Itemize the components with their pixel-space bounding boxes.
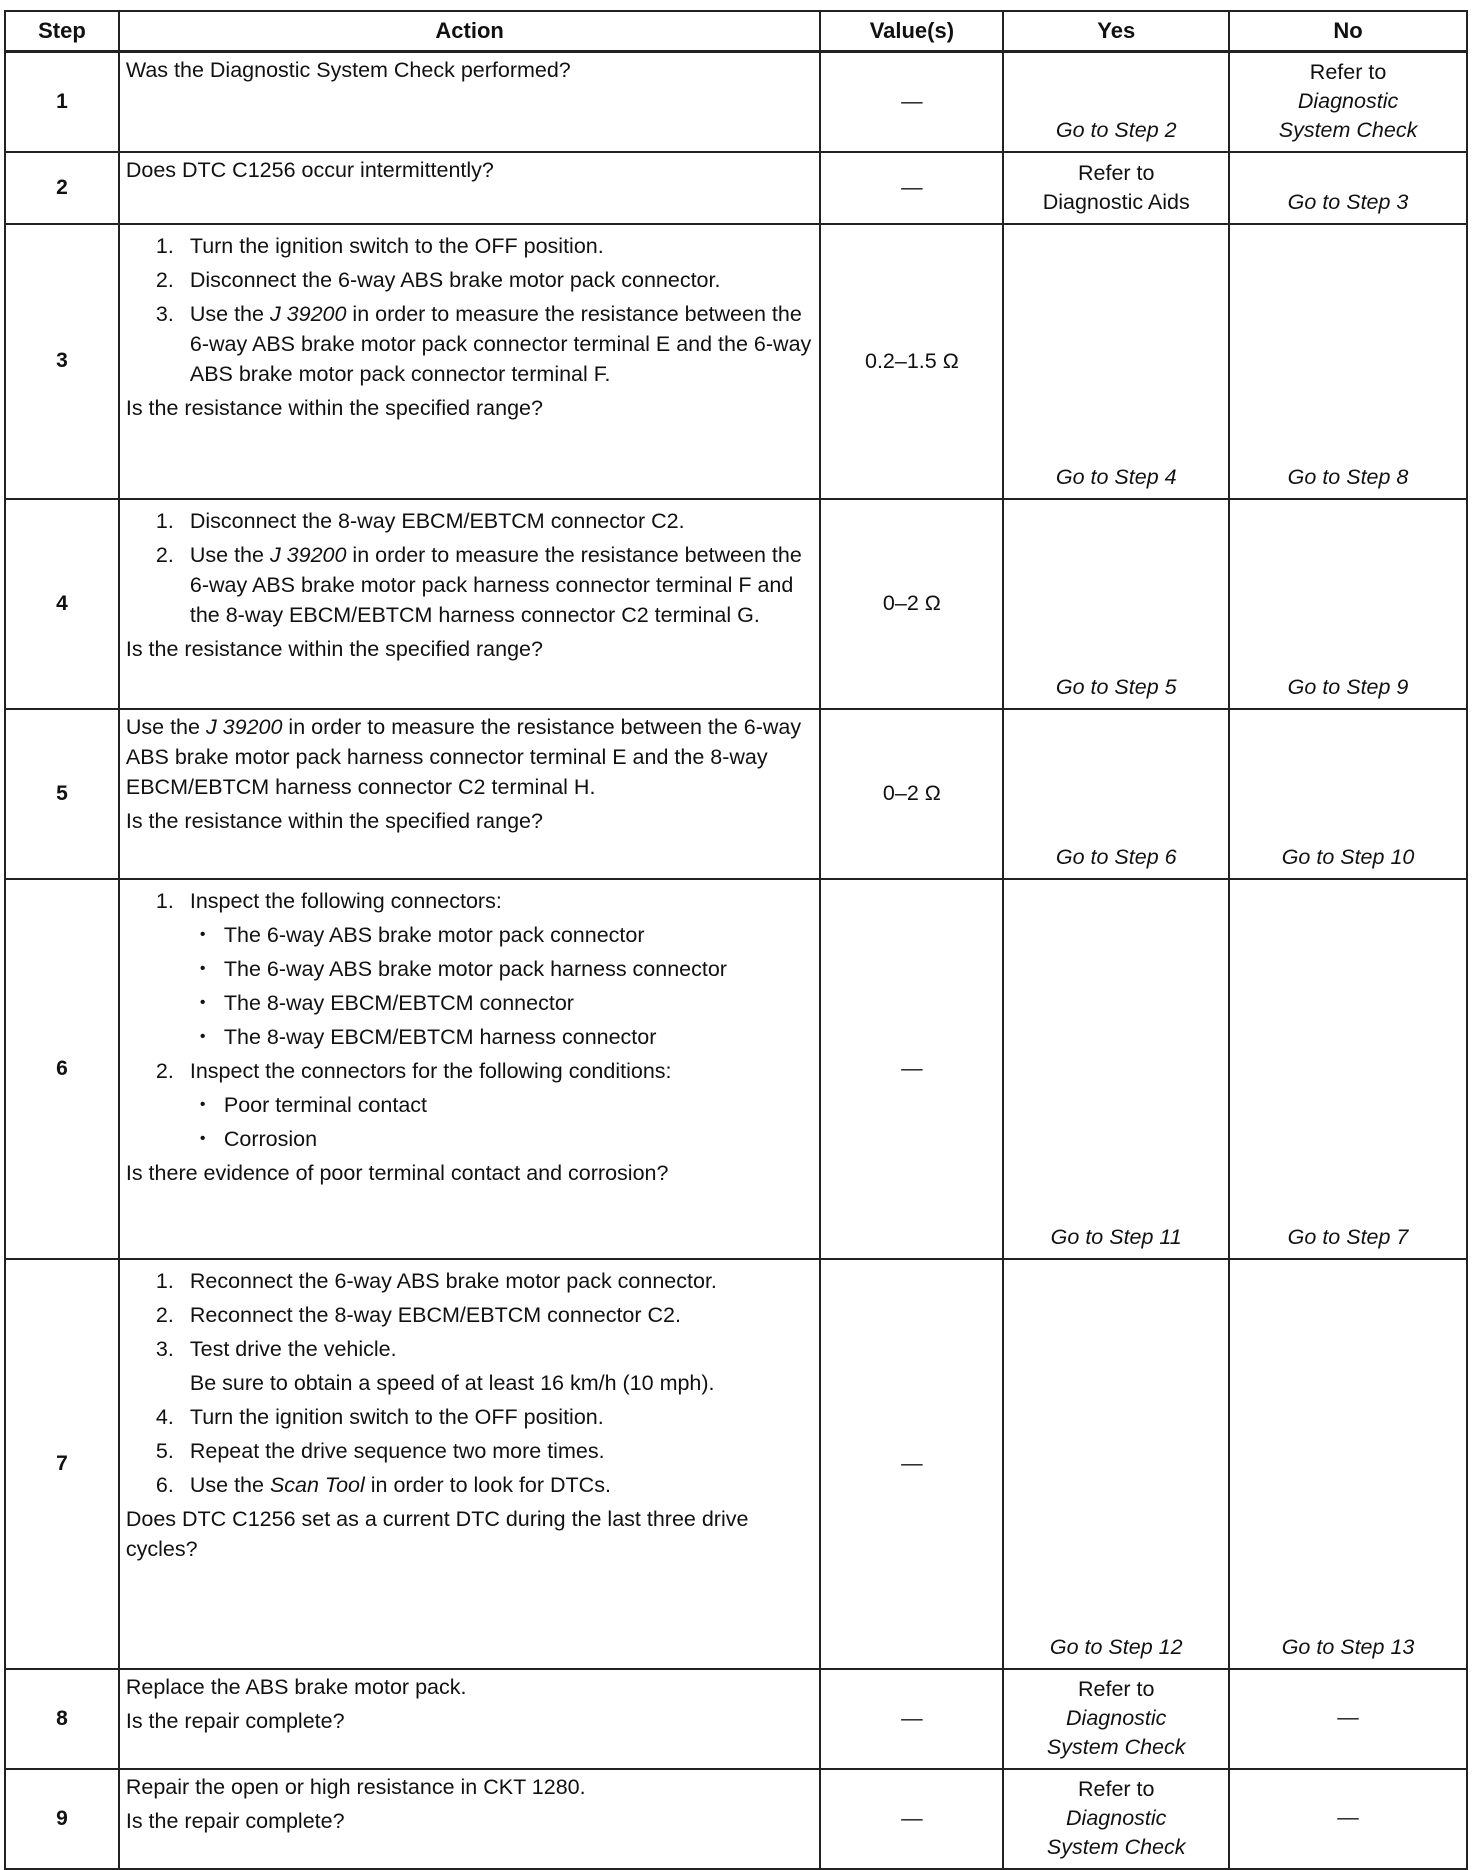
action-step: 1. Reconnect the 6-way ABS brake motor pack connector. [155, 1268, 717, 1293]
no-cell: Go to Step 13 [1229, 1259, 1467, 1669]
yes-cell [1003, 152, 1229, 224]
action-cell [119, 499, 821, 709]
action-text-part: Use the [125, 714, 206, 739]
table-row [5, 1669, 1467, 1769]
action-step-text: Turn the ignition switch to the OFF position. [189, 233, 604, 258]
action-steps [126, 886, 814, 1154]
action-step-text: Inspect the connectors for the following conditions: [189, 1058, 672, 1083]
action-step: 2. Disconnect the 6-way ABS brake motor pack connector. [155, 267, 721, 292]
action-step-text: Test drive the vehicle. [189, 1336, 397, 1361]
yes-cell [1003, 1669, 1229, 1769]
yes-cell: Go to Step 12 [1003, 1259, 1229, 1669]
action-step: 4. Turn the ignition switch to the OFF position. [155, 1404, 604, 1429]
action-step: 3. Test drive the vehicle. [155, 1336, 397, 1361]
action-cell [119, 152, 821, 224]
yes-line: System Check [1046, 1734, 1186, 1759]
no-cell: Go to Step 7 [1229, 879, 1467, 1259]
step-number: 4 [5, 499, 119, 709]
action-step-text: in order to measure the resistance between the 6-way ABS brake motor pack connector terminal E and the 6-way ABS brake motor pack connector terminal F. [189, 301, 812, 386]
no-line: Diagnostic [1297, 88, 1399, 113]
action-step-text: Reconnect the 6-way ABS brake motor pack connector. [189, 1268, 717, 1293]
action-step-text: in order to measure the resistance between the 6-way ABS brake motor pack harness connector terminal F and the 8-way EBCM/EBTCM harness connector C2 terminal G. [189, 542, 802, 627]
table-row [5, 1259, 1467, 1669]
action-question: Is the repair complete? [125, 1808, 345, 1833]
table-row [5, 1769, 1467, 1869]
yes-line: Diagnostic [1066, 1705, 1167, 1730]
step-number: 1 [5, 52, 119, 152]
yes-line: Refer to [1077, 1776, 1155, 1801]
bullet-item: • The 6-way ABS brake motor pack harness connector [190, 954, 814, 984]
no-cell [1229, 52, 1467, 152]
table-row [5, 709, 1467, 879]
action-steps [126, 1266, 814, 1500]
table-row [5, 499, 1467, 709]
bullet-item: • The 8-way EBCM/EBTCM harness connector [190, 1022, 814, 1052]
action-step: 1. Disconnect the 8-way EBCM/EBTCM connector C2. [155, 508, 685, 533]
action-text: Was the Diagnostic System Check performed? [125, 58, 571, 82]
value-cell: 0–2 Ω [820, 499, 1003, 709]
step-number: 6 [5, 879, 119, 1259]
action-step: 5. Repeat the drive sequence two more times. [155, 1438, 605, 1463]
diagnostic-table [4, 10, 1468, 1870]
action-question: Is there evidence of poor terminal contact and corrosion? [125, 1160, 669, 1185]
no-cell: — [1229, 1669, 1467, 1769]
no-cell: Go to Step 8 [1229, 224, 1467, 499]
value-cell: 0–2 Ω [820, 709, 1003, 879]
value-cell: — [820, 1669, 1003, 1769]
action-cell [119, 709, 821, 879]
action-step-text: Reconnect the 8-way EBCM/EBTCM connector C2. [189, 1302, 681, 1327]
yes-cell: Go to Step 4 [1003, 224, 1229, 499]
value-cell: — [820, 52, 1003, 152]
no-cell: Go to Step 10 [1229, 709, 1467, 879]
action-cell [119, 1259, 821, 1669]
value-cell: — [820, 152, 1003, 224]
yes-cell: Go to Step 6 [1003, 709, 1229, 879]
action-text: Repair the open or high resistance in CKT 1280. [125, 1774, 586, 1799]
tool-name: J 39200 [205, 714, 283, 739]
no-line: Refer to [1309, 59, 1387, 84]
action-step-note: Be sure to obtain a speed of at least 16 km/h (10 mph). [189, 1370, 715, 1395]
tool-name: J 39200 [269, 542, 347, 567]
no-cell: Go to Step 9 [1229, 499, 1467, 709]
action-cell [119, 879, 821, 1259]
bullet-item: • The 8-way EBCM/EBTCM connector [190, 988, 814, 1018]
bullet-item: • Poor terminal contact [190, 1090, 814, 1120]
action-step: 1. Inspect the following connectors: • The 6-way ABS brake motor pack connector • The 6-way ABS brake motor pack harness connector • The 8-way EBCM/EBTCM connector • The 8-way EBCM/EBTCM harness connector [126, 886, 814, 1052]
step-number: 2 [5, 152, 119, 224]
action-cell [119, 1669, 821, 1769]
tool-name: Scan Tool [269, 1472, 365, 1497]
header-yes: Yes [1003, 11, 1229, 52]
table-row [5, 52, 1467, 152]
no-cell: Go to Step 3 [1229, 152, 1467, 224]
table-row [5, 879, 1467, 1259]
yes-line: Refer to [1077, 1676, 1155, 1701]
value-cell: — [820, 879, 1003, 1259]
action-text-part: in order to measure the resistance between the 6-way ABS brake motor pack harness connector terminal E and the 8-way EBCM/EBTCM harness connector C2 terminal H. [125, 714, 802, 799]
action-step-text: Inspect the following connectors: [189, 888, 502, 913]
action-question: Does DTC C1256 set as a current DTC during the last three drive cycles? [125, 1506, 749, 1561]
value-cell: — [820, 1769, 1003, 1869]
header-step: Step [5, 11, 119, 52]
action-cell [119, 1769, 821, 1869]
bullet-item: • The 6-way ABS brake motor pack connector [190, 920, 814, 950]
header-action: Action [119, 11, 821, 52]
action-text: Replace the ABS brake motor pack. [125, 1674, 467, 1699]
action-step: 6. Use the Scan Tool in order to look for DTCs. [155, 1472, 611, 1497]
action-step: 2. Reconnect the 8-way EBCM/EBTCM connector C2. [155, 1302, 681, 1327]
yes-line: Diagnostic Aids [1042, 189, 1190, 214]
table-row [5, 152, 1467, 224]
action-step: 3. Use the J 39200 in order to measure the resistance between the 6-way ABS brake motor pack connector terminal E and the 6-way ABS brake motor pack connector terminal F. [155, 301, 812, 386]
step-number: 9 [5, 1769, 119, 1869]
header-no: No [1229, 11, 1467, 52]
step-number: 7 [5, 1259, 119, 1669]
value-cell: — [820, 1259, 1003, 1669]
yes-cell: Go to Step 11 [1003, 879, 1229, 1259]
action-question: Is the repair complete? [125, 1708, 345, 1733]
action-cell [119, 224, 821, 499]
table-header-row [5, 11, 1467, 52]
no-cell: — [1229, 1769, 1467, 1869]
action-step-text: in order to look for DTCs. [364, 1472, 611, 1497]
yes-line: System Check [1046, 1834, 1186, 1859]
tool-name: J 39200 [269, 301, 347, 326]
yes-cell: Go to Step 2 [1003, 52, 1229, 152]
yes-cell: Go to Step 5 [1003, 499, 1229, 709]
action-step-text: Use the [189, 301, 270, 326]
action-step: 2. Use the J 39200 in order to measure the resistance between the 6-way ABS brake motor pack harness connector terminal F and the 8-way EBCM/EBTCM harness connector C2 terminal G. [155, 542, 802, 627]
yes-cell [1003, 1769, 1229, 1869]
action-text [126, 712, 814, 802]
action-step-text: Turn the ignition switch to the OFF position. [189, 1404, 604, 1429]
action-question: Is the resistance within the specified range? [125, 808, 543, 833]
header-values: Value(s) [820, 11, 1003, 52]
action-step: 2. Inspect the connectors for the following conditions: • Poor terminal contact • Corrosion [126, 1056, 814, 1154]
action-text: Does DTC C1256 occur intermittently? [125, 157, 494, 182]
value-cell: 0.2–1.5 Ω [820, 224, 1003, 499]
bullet-list [190, 1090, 814, 1154]
bullet-list [190, 920, 814, 1052]
step-number: 3 [5, 224, 119, 499]
action-step: 1. Turn the ignition switch to the OFF position. [155, 233, 604, 258]
yes-line: Diagnostic [1066, 1805, 1167, 1830]
bullet-item: • Corrosion [190, 1124, 814, 1154]
action-steps [126, 506, 814, 630]
table-row [5, 224, 1467, 499]
action-steps [126, 231, 814, 389]
step-number: 5 [5, 709, 119, 879]
action-cell [119, 52, 821, 152]
action-step-text: Use the [189, 542, 270, 567]
action-question: Is the resistance within the specified range? [125, 395, 543, 420]
step-number: 8 [5, 1669, 119, 1769]
action-question: Is the resistance within the specified range? [125, 636, 543, 661]
no-line: System Check [1278, 117, 1418, 142]
action-step-text: Disconnect the 8-way EBCM/EBTCM connector C2. [189, 508, 685, 533]
action-step-text: Disconnect the 6-way ABS brake motor pack connector. [189, 267, 721, 292]
yes-line: Refer to [1077, 160, 1155, 185]
action-step-text: Use the [189, 1472, 270, 1497]
action-step-text: Repeat the drive sequence two more times. [189, 1438, 605, 1463]
